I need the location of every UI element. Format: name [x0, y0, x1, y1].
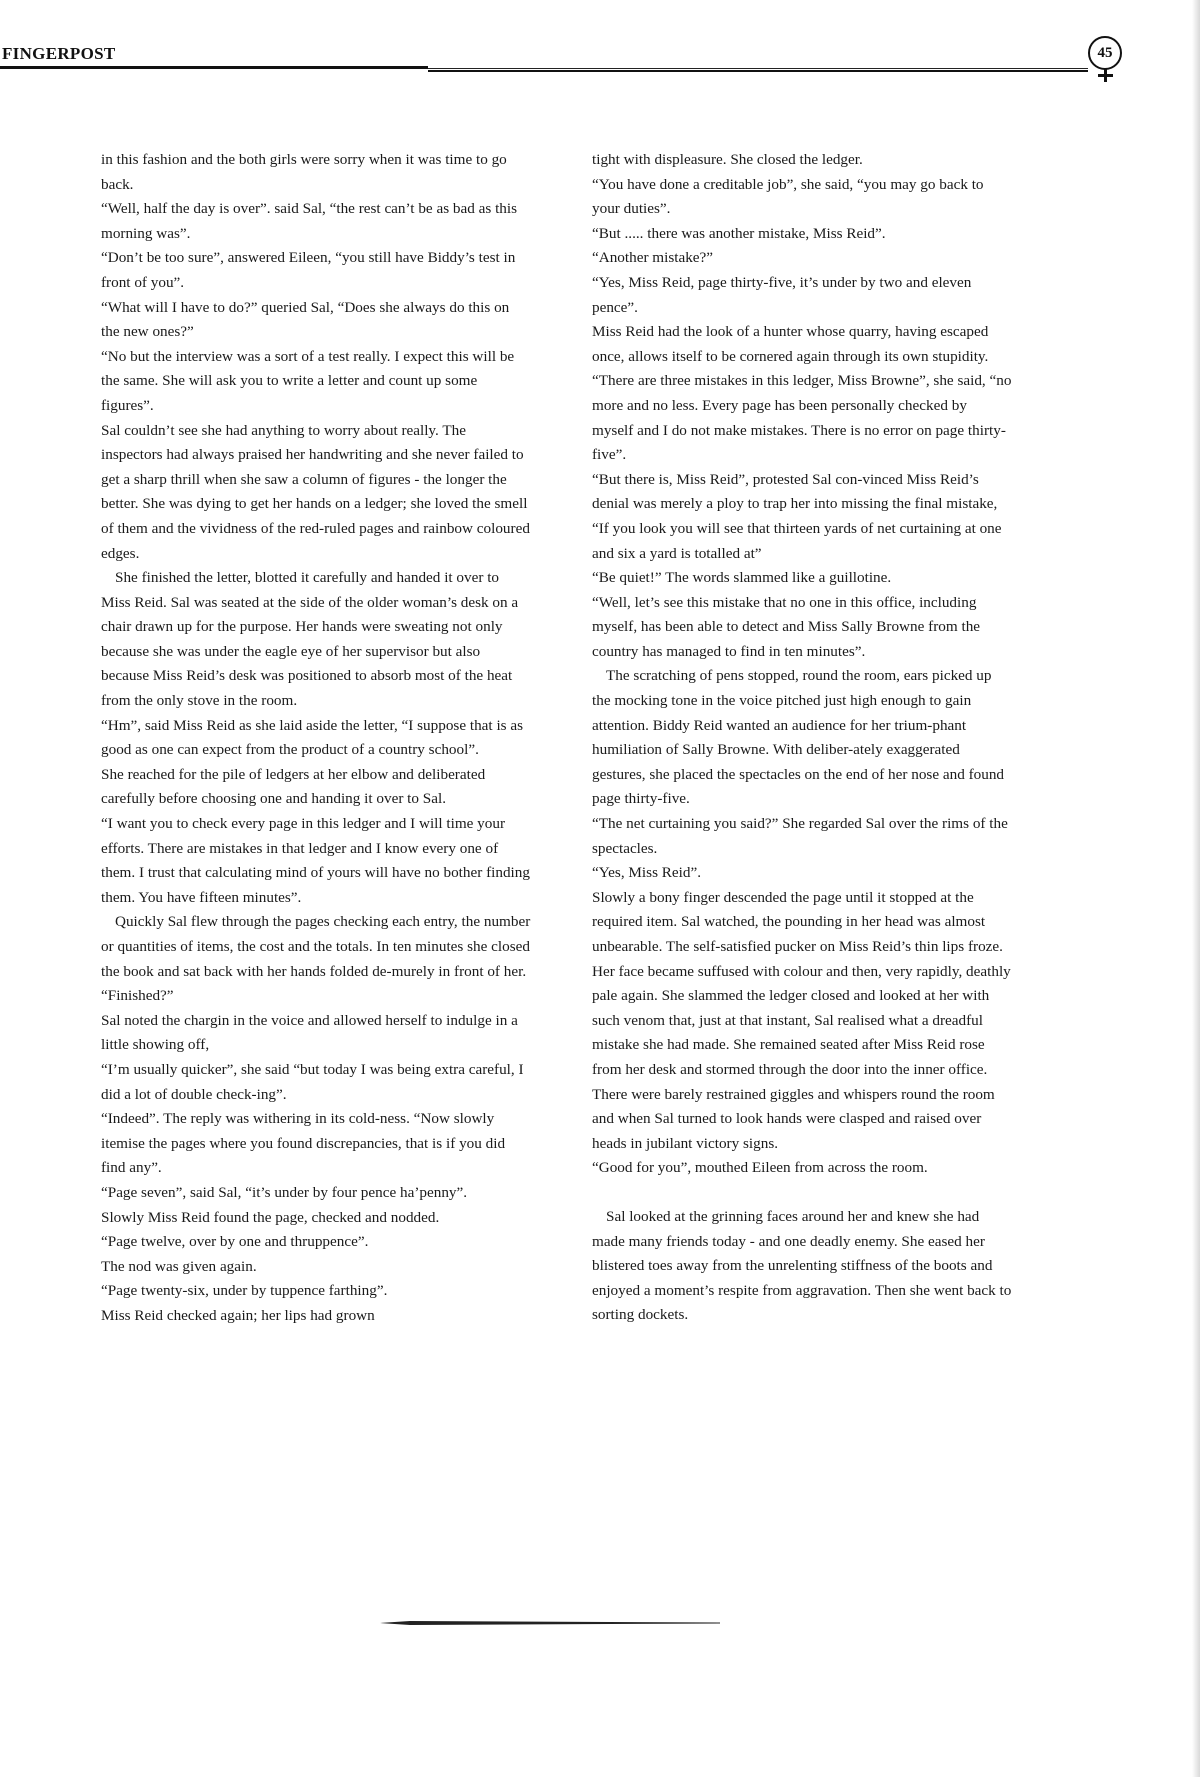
paragraph: “But ..... there was another mistake, Miss Reid”.: [592, 224, 886, 242]
page-number: 45: [1088, 36, 1122, 70]
paragraph: “But there is, Miss Reid”, protested Sal con-vinced Miss Reid’s denial was merely a ploy to trap her into missing the final mistake,: [592, 470, 998, 513]
paragraph: Miss Reid checked again; her lips had grown: [101, 1306, 375, 1324]
paragraph: “Good for you”, mouthed Eileen from across the room.: [592, 1159, 928, 1177]
paragraph: “Hm”, said Miss Reid as she laid aside the letter, “I suppose that is as good as one can expect from the product of a country school”.: [101, 716, 524, 759]
paragraph: Quickly Sal flew through the pages checking each entry, the number or quantities of items, the cost and the totals. In ten minutes she closed the book and sat back with her hands folded de-murely in front of her.: [101, 913, 531, 980]
left-column: [101, 148, 531, 1329]
paragraph: “The net curtaining you said?” She regarded Sal over the rims of the spectacles.: [592, 815, 1008, 857]
paragraph: “Page seven”, said Sal, “it’s under by four pence ha’penny”.: [101, 1183, 468, 1201]
masthead: [0, 44, 1160, 74]
paragraph: “Yes, Miss Reid”.: [592, 864, 701, 882]
paragraph: The nod was given again.: [101, 1257, 257, 1275]
paragraph: “Yes, Miss Reid, page thirty-five, it’s under by two and eleven pence”.: [592, 273, 972, 316]
header-rule-lower: [428, 70, 1088, 72]
paragraph: “Well, half the day is over”. said Sal, “the rest can’t be as bad as this morning was”.: [101, 200, 518, 242]
paragraph: The scratching of pens stopped, round the room, ears picked up the mocking tone in the voice pitched just high enough to gain attention. Biddy Reid wanted an audience for her trium-phant humiliation of Sally Browne. With deliber-ately exaggerated gestures, she placed the spectacles on the end of her nose and found page thirty-five.: [592, 667, 1005, 808]
publication-title: FINGERPOST: [2, 44, 116, 63]
paragraph: Slowly a bony finger descended the page until it stopped at the required item. Sal watched, the pounding in her head was almost unbearable. The self-satisfied pucker on Miss Reid’s thin lips froze. Her face became suffused with colour and then, very rapidly, deathly pale again. She slammed the ledger closed and looked at her with such venom that, just at that instant, Sal realised what a dreadful mistake she had made. She remained seated after Miss Reid rose from her desk and stormed through the door into the inner office. There were barely restrained giggles and whispers round the room and when Sal turned to look hands were clasped and raised over heads in jubilant victory signs.: [592, 888, 1011, 1152]
paragraph: “If you look you will see that thirteen yards of net curtaining at one and six a yard is totalled at”: [592, 519, 1002, 562]
right-column: [592, 148, 1012, 1328]
paragraph: Sal looked at the grinning faces around her and knew she had made many friends today - and one deadly enemy. She eased her blistered toes away from the unrelenting stiffness of the boots and enjoyed a moment’s respite from aggravation. Then she went back to sorting dockets.: [592, 1207, 1012, 1324]
paragraph: “Don’t be too sure”, answered Eileen, “you still have Biddy’s test in front of you”.: [101, 249, 516, 291]
paragraph: “Be quiet!” The words slammed like a guillotine.: [592, 569, 892, 587]
page-number-badge: [1088, 36, 1122, 70]
paragraph: Slowly Miss Reid found the page, checked and nodded.: [101, 1208, 440, 1226]
footer-ornament-rule: [380, 1621, 720, 1625]
header-rule-thick: [0, 66, 428, 69]
paragraph: tight with displeasure. She closed the ledger.: [592, 151, 863, 168]
paragraph: “I want you to check every page in this ledger and I will time your efforts. There are mistakes in that ledger and I know every one of them. I trust that calculating mind of yours will have no bother finding them. You have fifteen minutes”.: [101, 815, 530, 906]
paragraph: Sal couldn’t see she had anything to worry about really. The inspectors had always praised her handwriting and she never failed to get a sharp thrill when she saw a column of figures - the longer the better. She was dying to get her hands on a ledger; she loved the smell of them and the vividness of the red-ruled pages and rainbow coloured edges.: [101, 421, 530, 562]
paragraph: “Finished?”: [101, 987, 174, 1005]
paragraph: in this fashion and the both girls were sorry when it was time to go back.: [101, 151, 507, 193]
header-rule-thin: [428, 68, 1088, 69]
paragraph: Miss Reid had the look of a hunter whose quarry, having escaped once, allows itself to be cornered again through its own stupidity.: [592, 323, 989, 365]
paragraph: She finished the letter, blotted it carefully and handed it over to Miss Reid. Sal was seated at the side of the older woman’s desk on a chair drawn up for the purpose. Her hands were sweating not only because she was under the eagle eye of her supervisor but also because Miss Reid’s desk was positioned to absorb most of the heat from the only stove in the room.: [101, 569, 519, 710]
paragraph: “You have done a creditable job”, she said, “you may go back to your duties”.: [592, 175, 984, 218]
paragraph: “What will I have to do?” queried Sal, “Does she always do this on the new ones?”: [101, 298, 510, 341]
paragraph: “There are three mistakes in this ledger, Miss Browne”, she said, “no more and no less. Every page has been personally checked by myself and I do not make mistakes. There is no error on page thirty-five”.: [592, 372, 1012, 464]
paragraph: Sal noted the chargin in the voice and allowed herself to indulge in a little showing off,: [101, 1011, 518, 1054]
paragraph: She reached for the pile of ledgers at her elbow and deliberated carefully before choosing one and handing it over to Sal.: [101, 765, 486, 808]
paragraph: “Well, let’s see this mistake that no one in this office, including myself, has been able to detect and Miss Sally Browne from the country has managed to find in ten minutes”.: [592, 593, 981, 660]
paragraph: “Page twelve, over by one and thruppence”.: [101, 1233, 369, 1251]
paragraph: “No but the interview was a sort of a test really. I expect this will be the same. She will ask you to write a letter and count up some figures”.: [101, 347, 515, 414]
paragraph: “I’m usually quicker”, she said “but today I was being extra careful, I did a lot of double check-ing”.: [101, 1060, 524, 1103]
paragraph: “Another mistake?”: [592, 249, 714, 267]
venus-symbol-bar: [1098, 74, 1113, 77]
paragraph: “Indeed”. The reply was withering in its cold-ness. “Now slowly itemise the pages where you found discrepancies, that is if you did find any”.: [101, 1110, 506, 1177]
page-edge-shadow: [1192, 0, 1200, 1777]
paragraph: “Page twenty-six, under by tuppence farthing”.: [101, 1282, 388, 1300]
